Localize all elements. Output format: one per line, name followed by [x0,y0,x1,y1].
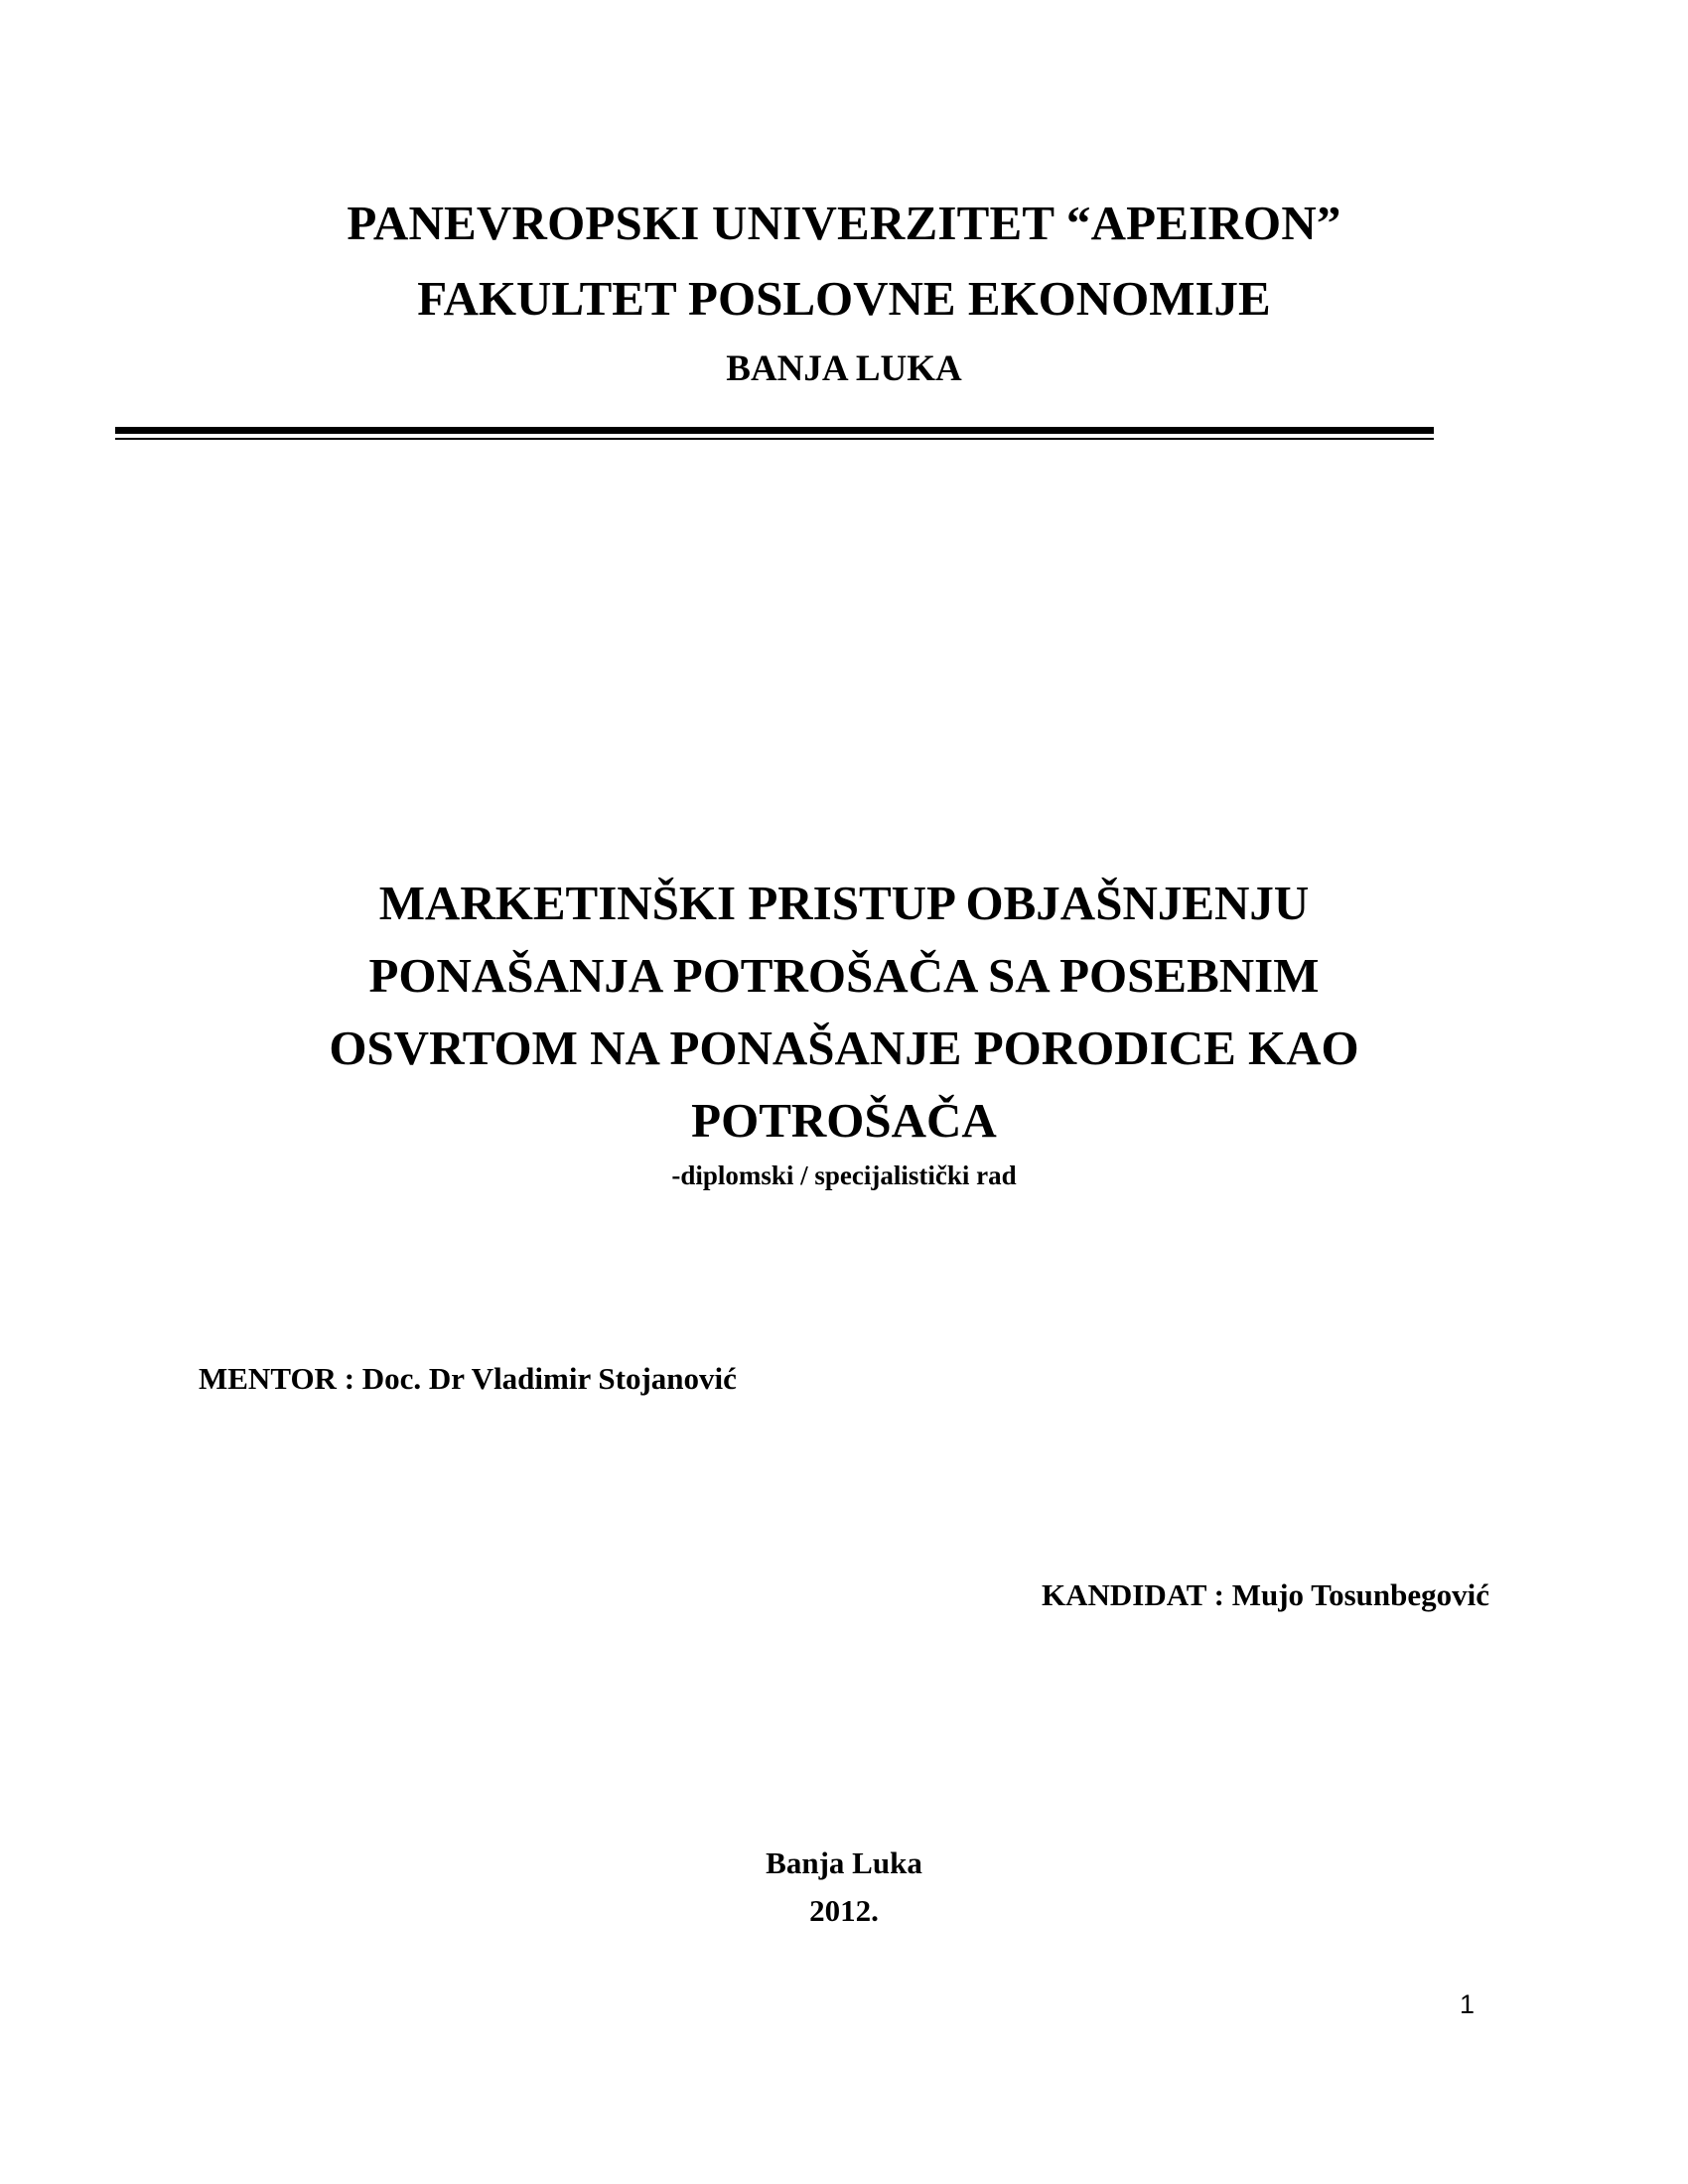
page-number: 1 [1460,1989,1476,2019]
thesis-title [0,867,1688,1157]
header-divider-thick [115,427,1434,434]
faculty-name: FAKULTET POSLOVNE EKONOMIJE [417,271,1271,326]
thesis-title-line: PONAŠANJA POTROŠAČA SA POSEBNIM [368,948,1320,1003]
header-city: BANJA LUKA [726,348,962,389]
thesis-title-line: POTROŠAČA [691,1093,997,1148]
university-name: PANEVROPSKI UNIVERZITET “APEIRON” [347,196,1341,250]
thesis-title-line: MARKETINŠKI PRISTUP OBJAŠNJENJU [378,876,1310,930]
mentor-line: MENTOR : Doc. Dr Vladimir Stojanović [199,1361,737,1396]
header-divider-thin [115,438,1434,440]
year: 2012. [809,1893,879,1928]
thesis-title-line: OSVRTOM NA PONAŠANJE PORODICE KAO [329,1021,1359,1075]
candidate-line: KANDIDAT : Mujo Tosunbegović [1041,1577,1489,1612]
thesis-subtitle: -diplomski / specijalistički rad [671,1160,1017,1190]
place: Banja Luka [766,1845,922,1880]
place-and-year [0,1840,1688,1935]
